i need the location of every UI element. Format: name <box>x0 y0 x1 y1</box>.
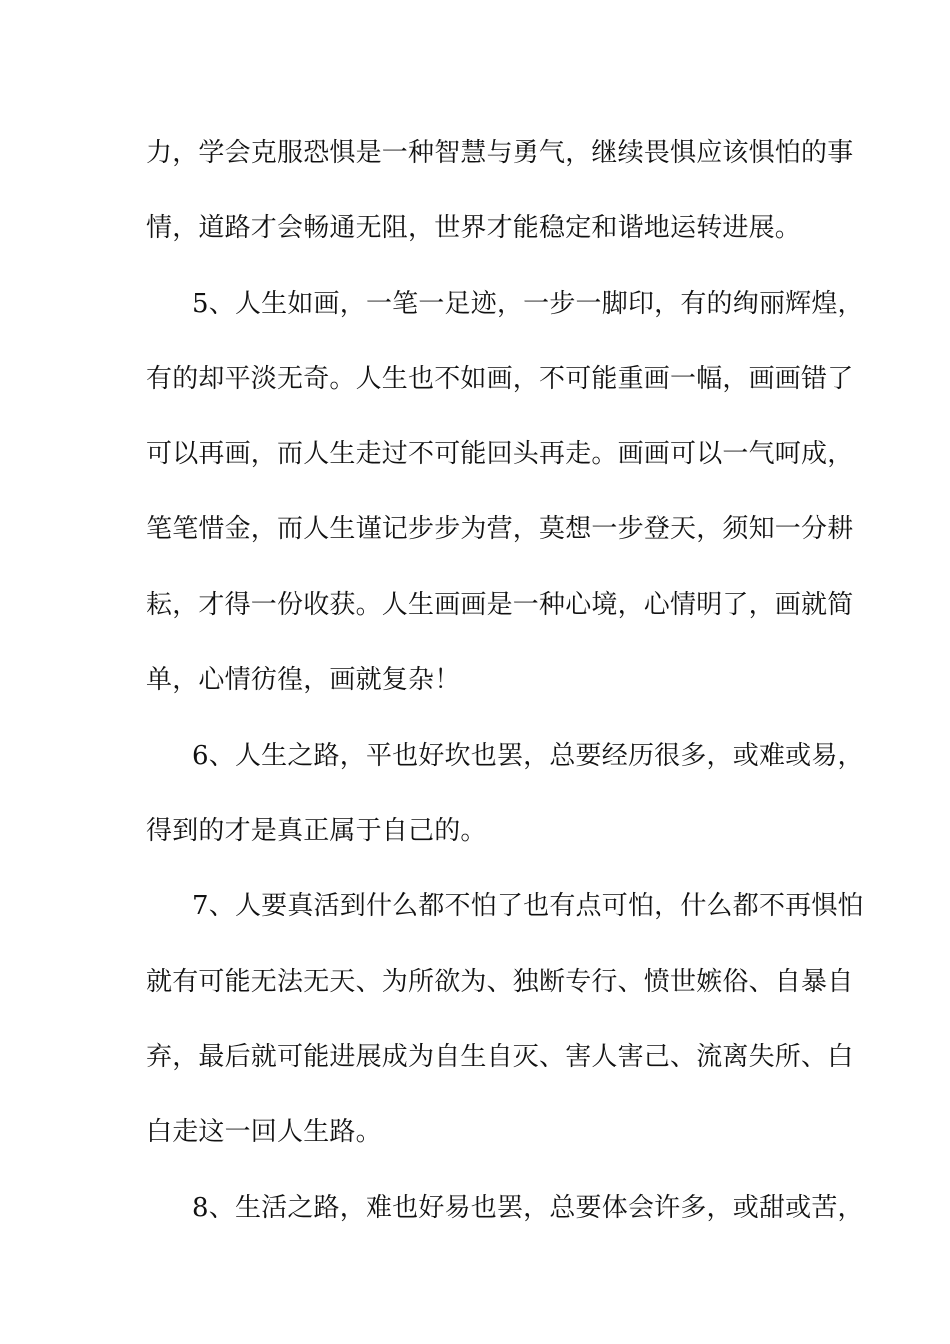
text-line: 就有可能无法无天、为所欲为、独断专行、愤世嫉俗、自暴自 <box>146 967 854 997</box>
text-line: 有的却平淡无奇。人生也不如画，不可能重画一幅，画画错了 <box>146 364 854 394</box>
text-line: 可以再画，而人生走过不可能回头再走。画画可以一气呵成， <box>146 439 854 469</box>
text-line: 单，心情彷徨，画就复杂！ <box>146 665 461 695</box>
text-line: 情，道路才会畅通无阻，世界才能稳定和谐地运转进展。 <box>146 213 802 243</box>
text-line: 耘，才得一份收获。人生画画是一种心境，心情明了，画就简 <box>146 590 854 620</box>
text-line: 得到的才是真正属于自己的。 <box>146 816 487 846</box>
paragraph-6-start: 6、人生之路，平也好坎也罢，总要经历很多，或难或易， <box>192 741 864 771</box>
paragraph-7-start: 7、人要真活到什么都不怕了也有点可怕，什么都不再惧怕 <box>192 891 864 921</box>
paragraph-5-start: 5、人生如画，一笔一足迹，一步一脚印，有的绚丽辉煌， <box>192 289 864 319</box>
paragraph-8-start: 8、生活之路，难也好易也罢，总要体会许多，或甜或苦， <box>192 1193 864 1223</box>
text-line: 白走这一回人生路。 <box>146 1117 382 1147</box>
text-line: 弃，最后就可能进展成为自生自灭、害人害己、流离失所、白 <box>146 1042 854 1072</box>
text-line: 力，学会克服恐惧是一种智慧与勇气，继续畏惧应该惧怕的事 <box>146 138 854 168</box>
text-line: 笔笔惜金，而人生谨记步步为营，莫想一步登天，须知一分耕 <box>146 514 854 544</box>
